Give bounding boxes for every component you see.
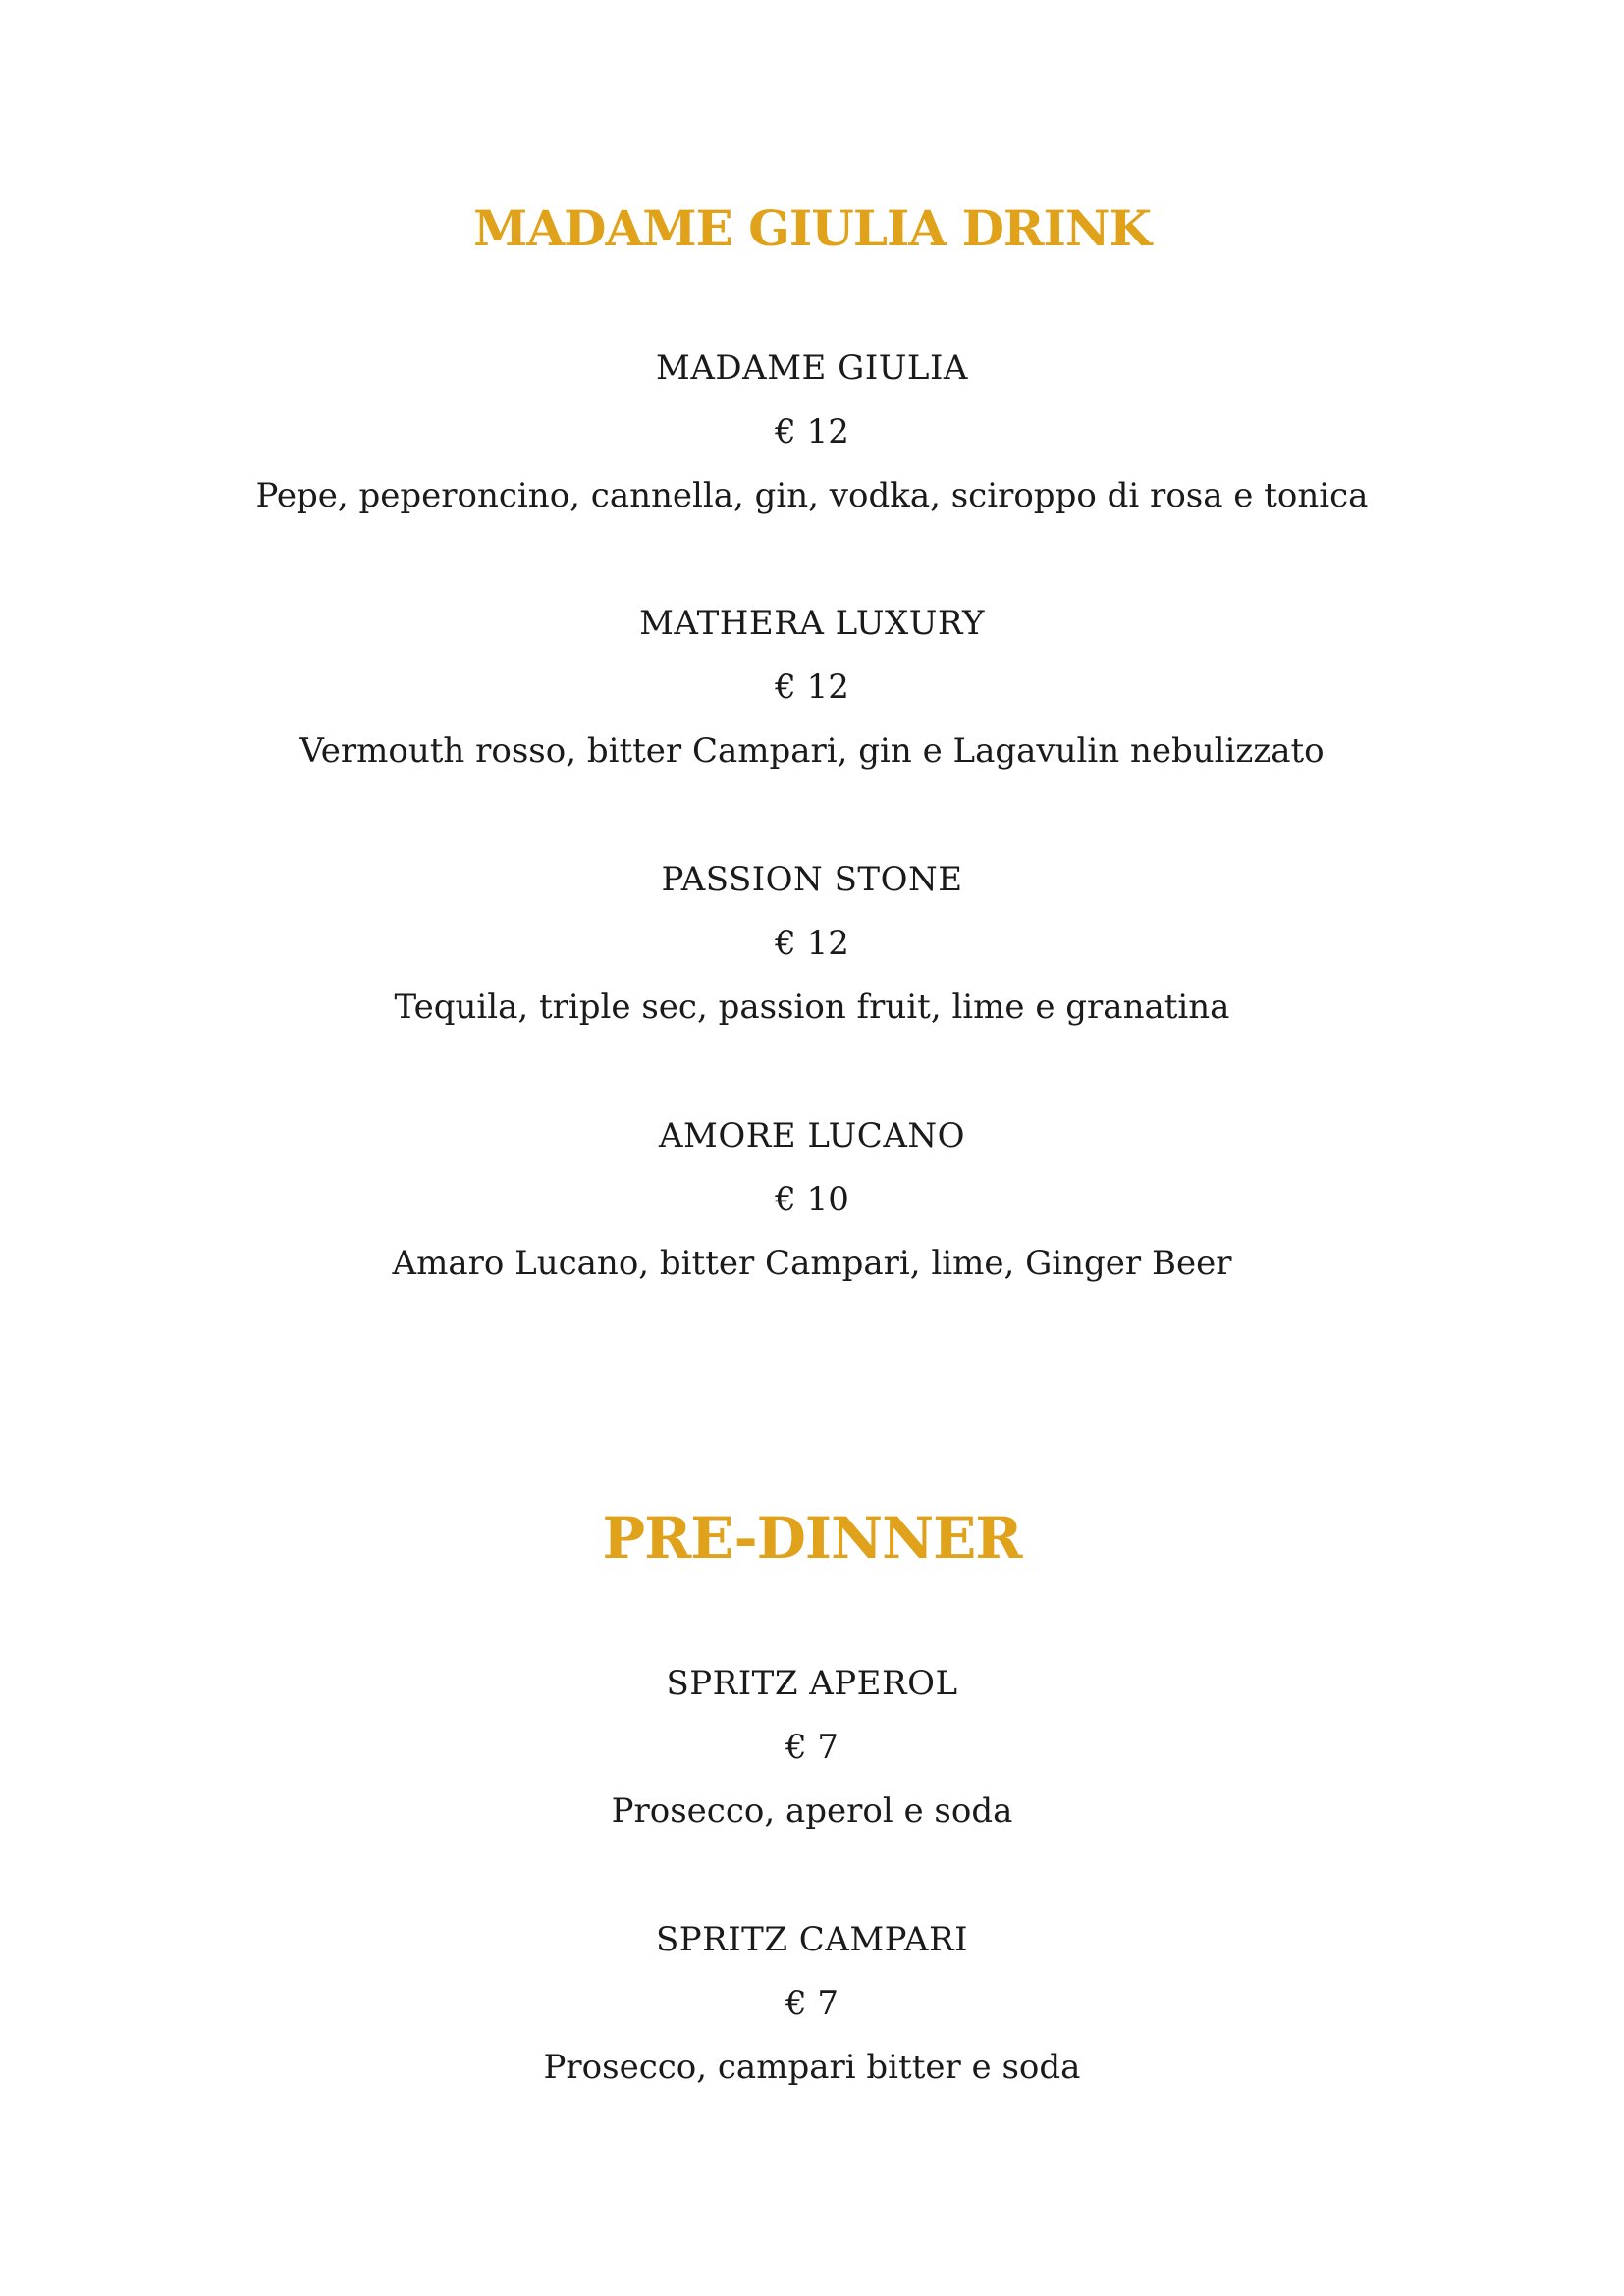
section-title-pre-dinner: PRE-DINNER xyxy=(602,1505,1022,1572)
item-name: PASSION STONE xyxy=(661,860,963,899)
item-description: Prosecco, campari bitter e soda xyxy=(543,2048,1081,2087)
menu-item xyxy=(0,1920,1624,2087)
item-name: MATHERA LUXURY xyxy=(639,604,985,643)
item-name: AMORE LUCANO xyxy=(658,1116,966,1155)
item-description: Tequila, triple sec, passion fruit, lime e granatina xyxy=(394,988,1230,1027)
item-name: SPRITZ CAMPARI xyxy=(655,1920,969,1959)
section-title-madame-giulia-drink: MADAME GIULIA DRINK xyxy=(472,199,1152,257)
menu-item xyxy=(0,860,1624,1027)
item-description: Vermouth rosso, bitter Campari, gin e Lagavulin nebulizzato xyxy=(299,731,1325,771)
item-price: € 12 xyxy=(775,924,849,963)
item-name: SPRITZ APEROL xyxy=(666,1664,958,1703)
menu-item xyxy=(0,348,1624,515)
item-price: € 12 xyxy=(775,667,849,707)
item-price: € 10 xyxy=(775,1180,849,1219)
item-description: Amaro Lucano, bitter Campari, lime, Ginger Beer xyxy=(392,1244,1232,1283)
item-price: € 7 xyxy=(785,1984,839,2023)
menu-item xyxy=(0,1116,1624,1283)
item-description: Prosecco, aperol e soda xyxy=(611,1791,1013,1831)
item-price: € 12 xyxy=(775,412,849,452)
menu-item xyxy=(0,1664,1624,1831)
menu-item xyxy=(0,604,1624,771)
item-price: € 7 xyxy=(785,1728,839,1767)
item-name: MADAME GIULIA xyxy=(656,348,968,388)
item-description: Pepe, peperoncino, cannella, gin, vodka, sciroppo di rosa e tonica xyxy=(255,476,1369,515)
